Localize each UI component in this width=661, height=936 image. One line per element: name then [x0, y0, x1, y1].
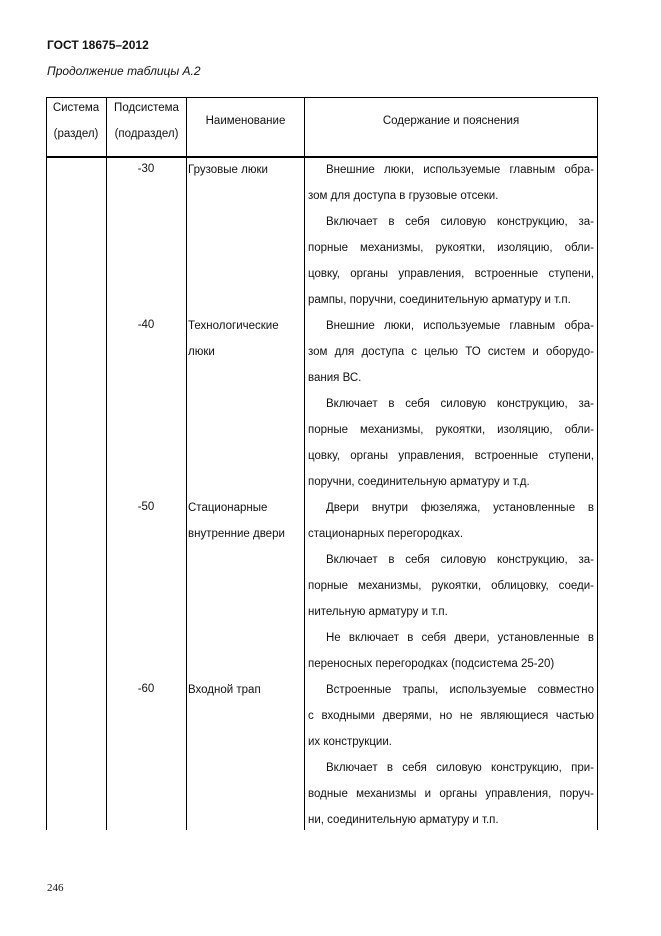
paragraph: Включает в себя силовую конструкцию, при- водные механизмы и органы управления, поруч- ни, соединительную арматуру и т.п. [308, 762, 594, 826]
paragraph: Внешние люки, используемые главным обра- зом для доступа в грузовые отсеки. [308, 164, 594, 202]
table-border-right [597, 97, 598, 830]
page-number: 246 [47, 882, 64, 894]
subsystem-code: -50 [137, 501, 155, 513]
paragraph: Двери внутри фюзеляжа, установленные в стационарных перегородках. [308, 502, 594, 540]
header-system: Система (раздел) [52, 102, 100, 140]
header-subsystem: Подсистема (подраздел) [114, 102, 179, 140]
paragraph: Не включает в себя двери, установленные в переносных перегородках (подсистема 25-20) [308, 632, 594, 670]
paragraph: Встроенные трапы, используемые совместно с входными дверями, но не являющиеся частью их конструкции. [308, 684, 594, 748]
column-divider [304, 97, 305, 830]
table [46, 97, 598, 830]
header-name: Наименование [205, 115, 286, 127]
paragraph: Внешние люки, используемые главным обра- зом для доступа с целью ТО систем и оборудо- вания ВС. [308, 320, 594, 384]
row-description [308, 677, 594, 833]
subsystem-code: -40 [137, 319, 155, 331]
paragraph: Включает в себя силовую конструкцию, за- порные механизмы, рукоятки, изоляцию, обли- цовку, органы управления, встроенные ступени, поручни, соединительную арматуру и т.д. [308, 398, 594, 488]
column-divider [106, 97, 107, 830]
row-name: Стационарные внутренние двери [188, 502, 285, 540]
row-description [308, 313, 594, 495]
column-divider [186, 97, 187, 830]
row-name: Технологические люки [188, 320, 279, 358]
row-name: Грузовые люки [188, 164, 268, 176]
row-description [308, 495, 594, 677]
paragraph: Включает в себя силовую конструкцию, за- порные механизмы, рукоятки, изоляцию, обли- цовку, органы управления, встроенные ступени, рампы, поручни, соединительную арматуру и т.п. [308, 216, 594, 306]
paragraph: Включает в себя силовую конструкцию, за- порные механизмы, рукоятки, облицовку, соеди- нительную арматуру и т.п. [308, 554, 594, 618]
table-border-left [46, 97, 47, 830]
standard-designation: ГОСТ 18675–2012 [47, 38, 149, 52]
row-description [308, 157, 594, 313]
header-description: Содержание и пояснения [382, 115, 520, 127]
row-name: Входной трап [188, 684, 261, 696]
table-continuation-caption: Продолжение таблицы А.2 [47, 64, 201, 78]
subsystem-code: -30 [137, 163, 155, 175]
subsystem-code: -60 [137, 683, 155, 695]
